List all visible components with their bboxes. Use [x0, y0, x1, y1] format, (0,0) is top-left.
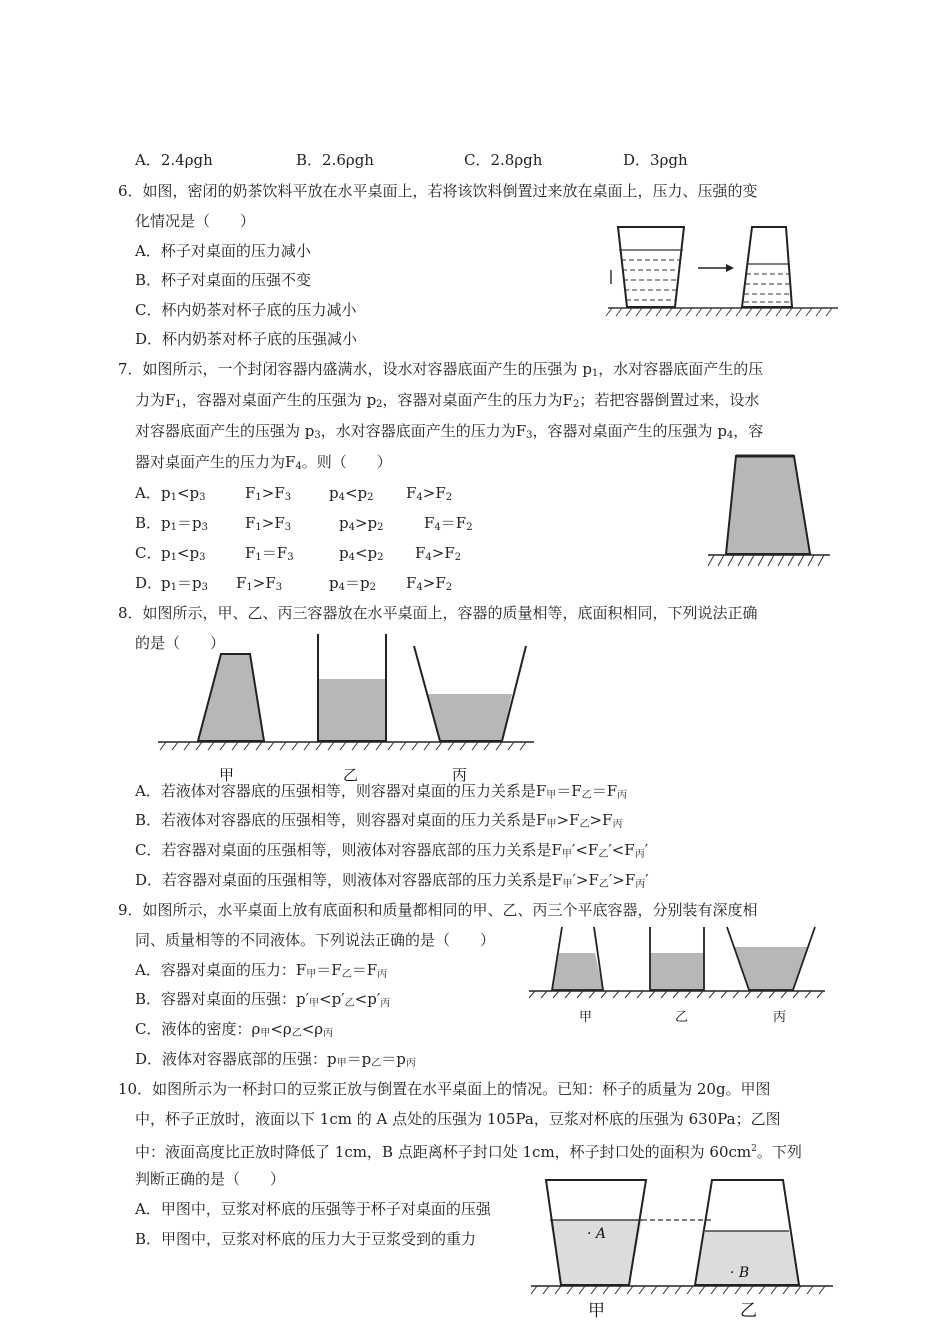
q8-option-b: B．若液体对容器底的压强相等，则容器对桌面的压力关系是F甲>F乙>F丙: [135, 811, 623, 830]
q8-option-a: A．若液体对容器底的压强相等，则容器对桌面的压力关系是F甲＝F乙＝F丙: [135, 782, 628, 801]
q7-stem-line4: 器对桌面产生的压力为$F_4$。则（ ）: [135, 453, 392, 472]
q7-option-b: B． $p_1=p_3$ $F_1>F_3$ $p_4>p_2$ $F_4=F_2$: [135, 514, 473, 533]
q10-point-a: · A: [587, 1226, 607, 1242]
q10-soy-milk-figure: [527, 1175, 837, 1325]
q7-stem-line1: 7．如图所示，一个封闭容器内盛满水，设水对容器底面产生的压强为 $p_1$，水对容器底面产生的压: [118, 360, 764, 379]
q9-stem-line1: 9．如图所示，水平桌面上放有底面积和质量都相同的甲、乙、丙三个平底容器，分别装有深度相: [118, 901, 758, 919]
q10-point-b: · B: [730, 1265, 750, 1281]
q8-stem-line1: 8．如图所示，甲、乙、丙三容器放在水平桌面上，容器的质量相等，底面积相同，下列说法正确: [118, 604, 758, 622]
q9-stem-line2: 同、质量相等的不同液体。下列说法正确的是（ ）: [135, 931, 496, 949]
q9-label-jia: 甲: [579, 1010, 593, 1025]
q9-label-bing: 丙: [773, 1010, 787, 1025]
q9-three-containers-figure: [527, 925, 827, 1025]
q7-option-c: C． $p_1<p_3$ $F_1=F_3$ $p_4<p_2$ $F_4>F_2$: [135, 544, 462, 563]
q5-option-a: A．2.4ρgh: [135, 151, 213, 169]
q5-option-d: D．3ρgh: [623, 151, 688, 169]
q10-option-b: B．甲图中，豆浆对杯底的压力大于豆浆受到的重力: [135, 1230, 477, 1248]
q10-stem-line3: 中：液面高度比正放时降低了 1cm，B 点距离杯子封口处 1cm，杯子封口处的面积为 $60cm^2$。下列: [135, 1143, 802, 1161]
q7-option-d: D． $p_1=p_3$ $F_1>F_3$ $p_4=p_2$ $F_4>F_2$: [135, 574, 453, 593]
q6-stem-line1: 6．如图，密闭的奶茶饮料平放在水平桌面上，若将该饮料倒置过来放在桌面上，压力、压强的变: [118, 182, 758, 200]
q6-option-d: D．杯内奶茶对杯子底的压强减小: [135, 330, 358, 348]
q6-milk-tea-figure: [606, 222, 838, 322]
q7-stem-line2: 力为$F_1$，容器对桌面产生的压强为 $p_2$，容器对桌面产生的压力为$F_2$；若把容器倒置过来，设水: [135, 391, 760, 410]
q6-option-a: A．杯子对桌面的压力减小: [135, 242, 311, 260]
q10-label-yi: 乙: [740, 1301, 757, 1321]
q9-option-d: D．液体对容器底部的压强：p甲＝p乙＝p丙: [135, 1050, 416, 1069]
q6-stem-line2: 化情况是（ ）: [135, 212, 256, 230]
q6-option-b: B．杯子对桌面的压强不变: [135, 271, 312, 289]
q10-stem-line2: 中，杯子正放时，液面以下 1cm 的 A 点处的压强为 105Pa，豆浆对杯底的压强为 630Pa；乙图: [135, 1110, 781, 1128]
q7-option-a: A． $p_1<p_3$ $F_1>F_3$ $p_4<p_2$ $F_4>F_2$: [135, 484, 453, 503]
q5-option-c: C．2.8ρgh: [464, 151, 543, 169]
q10-label-jia: 甲: [588, 1301, 605, 1321]
q8-option-d: D．若容器对桌面的压强相等，则液体对容器底部的压力关系是F甲′>F乙′>F丙′: [135, 871, 649, 890]
q8-label-jia: 甲: [219, 766, 235, 784]
q6-option-c: C．杯内奶茶对杯子底的压力减小: [135, 301, 357, 319]
q8-three-containers-figure: [156, 634, 536, 786]
q9-option-c: C．液体的密度：ρ甲<ρ乙<ρ丙: [135, 1020, 334, 1039]
q7-container-figure: [706, 452, 832, 574]
q10-stem-line4: 判断正确的是（ ）: [135, 1170, 286, 1188]
q8-option-c: C．若容器对桌面的压强相等，则液体对容器底部的压力关系是F甲′<F乙′<F丙′: [135, 841, 649, 860]
q5-option-b: B．2.6ρgh: [296, 151, 374, 169]
q9-option-a: A．容器对桌面的压力：F甲＝F乙＝F丙: [135, 961, 388, 980]
q8-label-yi: 乙: [343, 766, 359, 784]
q10-stem-line1: 10．如图所示为一杯封口的豆浆正放与倒置在水平桌面上的情况。已知：杯子的质量为 20g。甲图: [118, 1080, 771, 1098]
q8-label-bing: 丙: [452, 766, 468, 784]
q9-label-yi: 乙: [675, 1010, 689, 1025]
q8-stem-line2: 的是（ ）: [135, 634, 226, 652]
q7-stem-line3: 对容器底面产生的压强为 $p_3$，水对容器底面产生的压力为$F_3$，容器对桌面产生的压强为 $p_4$，容: [135, 422, 764, 441]
q9-option-b: B．容器对桌面的压强：p′甲<p′乙<p′丙: [135, 990, 391, 1009]
q10-option-a: A．甲图中，豆浆对杯底的压强等于杯子对桌面的压强: [135, 1200, 491, 1218]
